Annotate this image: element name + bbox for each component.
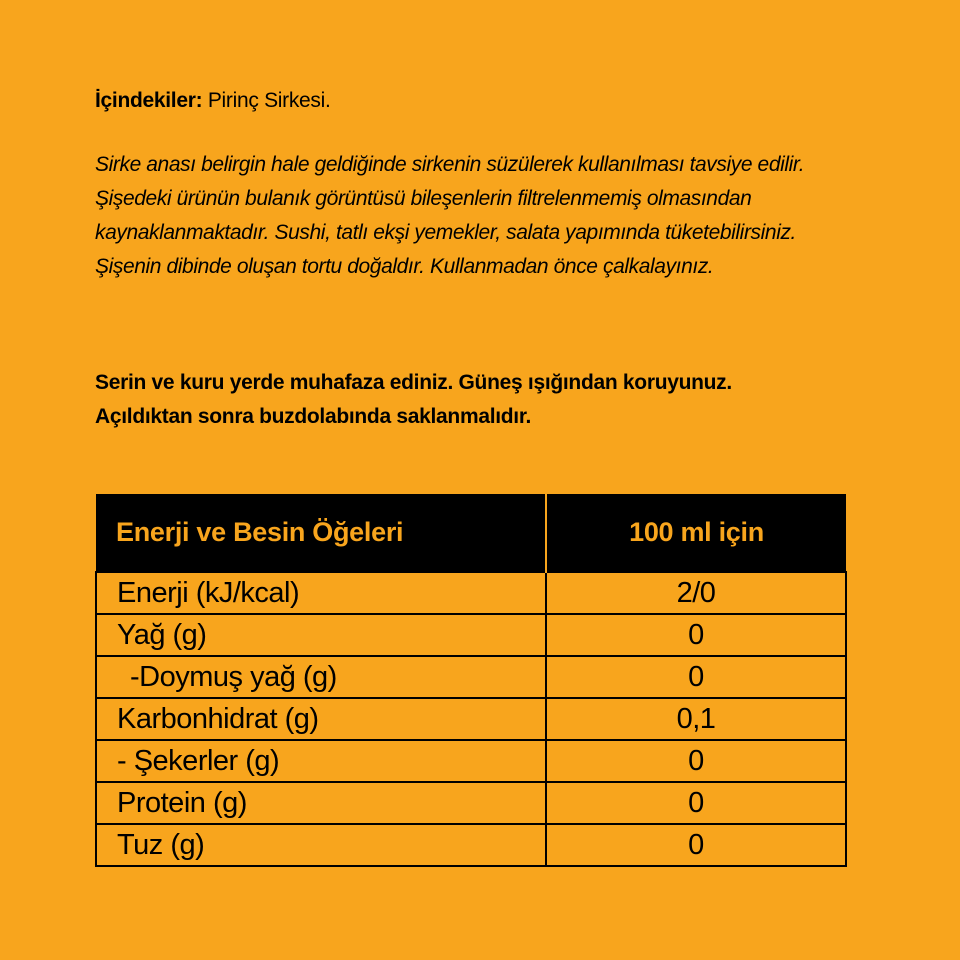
- nutrient-name: Protein (g): [96, 782, 546, 824]
- nutrition-header-name: Enerji ve Besin Öğeleri: [96, 494, 546, 572]
- storage-line-1: Serin ve kuru yerde muhafaza ediniz. Güneş ışığından koruyunuz.: [95, 371, 732, 394]
- nutrient-value: 2/0: [546, 572, 846, 614]
- nutrient-name: Enerji (kJ/kcal): [96, 572, 546, 614]
- nutrient-name: Yağ (g): [96, 614, 546, 656]
- nutrient-value: 0: [546, 614, 846, 656]
- nutrient-value: 0: [546, 656, 846, 698]
- nutrient-value: 0,1: [546, 698, 846, 740]
- nutrition-row-saturated-fat: [96, 656, 846, 698]
- nutrient-name: Tuz (g): [96, 824, 546, 866]
- nutrition-table: [95, 494, 847, 867]
- nutrition-header-value: 100 ml için: [546, 494, 846, 572]
- nutrient-name: -Doymuş yağ (g): [96, 656, 546, 698]
- nutrition-row-carbohydrate: [96, 698, 846, 740]
- nutrition-row-salt: [96, 824, 846, 866]
- nutrient-name: - Şekerler (g): [96, 740, 546, 782]
- nutrition-row-fat: [96, 614, 846, 656]
- nutrient-value: 0: [546, 824, 846, 866]
- nutrition-row-energy: [96, 572, 846, 614]
- storage-instructions: [95, 366, 855, 434]
- nutrition-row-protein: [96, 782, 846, 824]
- usage-description: Sirke anası belirgin hale geldiğinde sirkenin süzülerek kullanılması tavsiye edilir. Şişedeki ürünün bulanık görüntüsü bileşenlerin filtrelenmemiş olmasından kaynaklanmaktadır. Sushi, tatlı ekşi yemekler, salata yapımında tüketebilirsiniz. Şişenin dibinde oluşan tortu doğaldır. Kullanmadan önce çalkalayınız.: [95, 153, 805, 278]
- nutrition-row-sugars: [96, 740, 846, 782]
- nutrient-name: Karbonhidrat (g): [96, 698, 546, 740]
- nutrient-value: 0: [546, 740, 846, 782]
- ingredients-value: Pirinç Sirkesi.: [207, 89, 331, 112]
- nutrient-value: 0: [546, 782, 846, 824]
- ingredients-label: İçindekiler:: [95, 89, 203, 112]
- nutrition-header-row: [96, 494, 846, 572]
- ingredients-line: [95, 87, 331, 115]
- storage-line-2: Açıldıktan sonra buzdolabında saklanmalıdır.: [95, 405, 532, 428]
